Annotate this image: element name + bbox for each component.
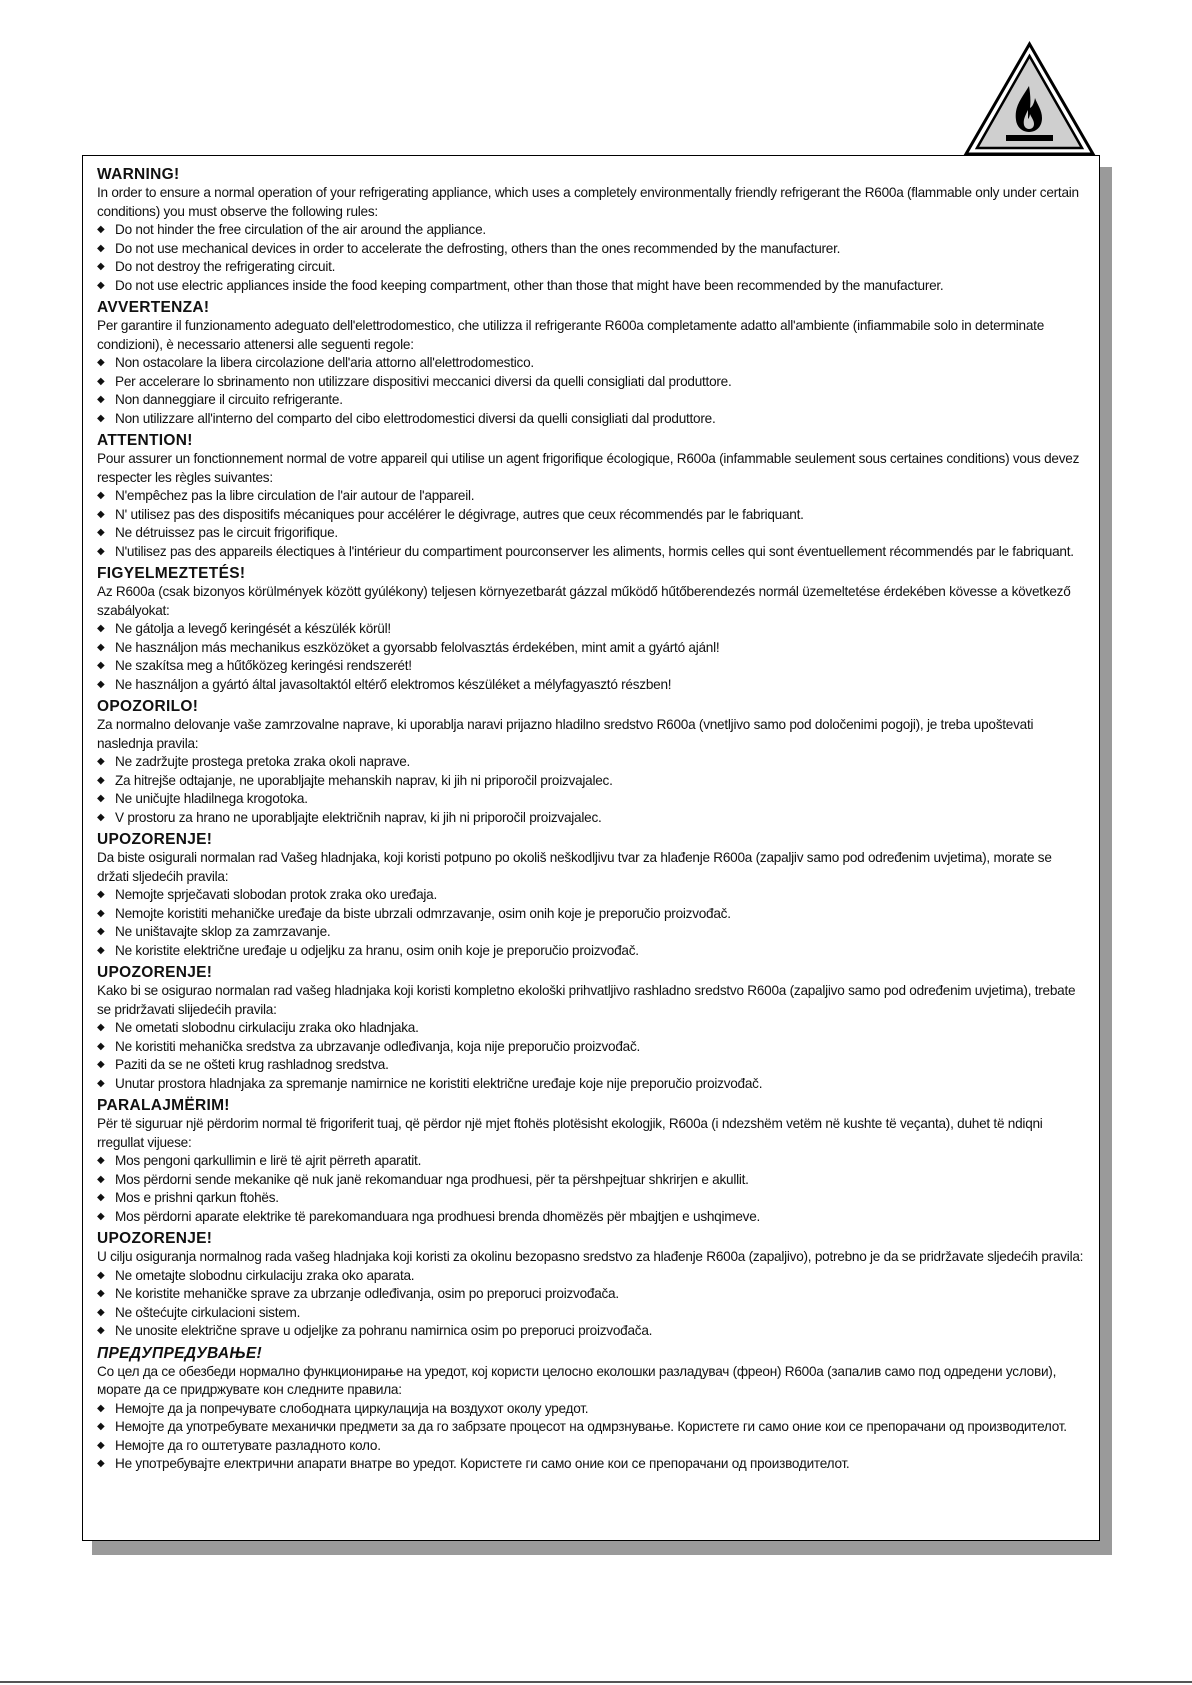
diamond-bullet-icon: ◆	[97, 224, 105, 235]
rule-item	[97, 790, 1085, 809]
diamond-bullet-icon: ◆	[97, 811, 105, 823]
rule-item	[97, 487, 1085, 506]
rule-item	[97, 620, 1085, 639]
section-intro: Za normalno delovanje vaše zamrzovalne naprave, ki uporablja naravi prijazno hladilno sredstvo R600a (vnetljivo samo pod določenimi pogoji), je treba upoštevati naslednja pravila:	[97, 717, 1034, 751]
rule-text: Ne uništavajte sklop za zamrzavanje.	[115, 924, 331, 939]
rule-text: Mos e prishni qarkun ftohës.	[115, 1190, 279, 1205]
section-bosnian	[97, 1229, 1085, 1341]
rule-text: Za hitrejše odtajanje, ne uporabljajte mehanskih naprav, ki jih ni priporočil proizvajalec.	[115, 772, 613, 788]
diamond-bullet-icon: ◆	[97, 242, 105, 254]
diamond-bullet-icon: ◆	[97, 1077, 105, 1089]
rule-text: Ne használjon más mechanikus eszközöket a gyorsabb felolvasztás érdekében, mint amit a gyártó ajánl!	[115, 639, 720, 655]
section-albanian	[97, 1096, 1085, 1226]
rule-text: Ne szakítsa meg a hűtőközeg keringési rendszerét!	[115, 658, 412, 673]
diamond-bullet-icon: ◆	[97, 678, 105, 690]
rules-list	[97, 1019, 1085, 1093]
section-macedonian	[97, 1344, 1085, 1474]
rules-list	[97, 221, 1085, 295]
rule-text: Non danneggiare il circuito refrigerante.	[115, 392, 343, 407]
section-italian	[97, 298, 1085, 428]
section-intro: Az R600a (csak bizonyos körülmények között gyúlékony) teljesen környezetbarát gázzal működő hűtőberendezés normál üzemeltetése érdekében kövesse a következő szabályokat:	[97, 584, 1071, 618]
rule-text: Do not use electric appliances inside the food keeping compartment, other than those that might have been recommended by the manufacturer.	[115, 277, 944, 293]
rule-item	[97, 1038, 1085, 1057]
diamond-bullet-icon: ◆	[97, 1022, 105, 1033]
diamond-bullet-icon: ◆	[97, 412, 105, 424]
diamond-bullet-icon: ◆	[97, 641, 105, 653]
rule-item	[97, 1171, 1085, 1190]
rule-text: Unutar prostora hladnjaka za spremanje namirnice ne koristiti električne uređaje koje nije preporučio proizvođač.	[115, 1075, 763, 1091]
rule-text: Mos përdorni sende mekanike që nuk janë rekomanduar nga prodhuesi, për ta përshpejtuar shkrirjen e akullit.	[115, 1171, 749, 1187]
diamond-bullet-icon: ◆	[97, 261, 105, 272]
diamond-bullet-icon: ◆	[97, 1059, 105, 1070]
diamond-bullet-icon: ◆	[97, 545, 105, 557]
section-slovenian	[97, 697, 1085, 827]
diamond-bullet-icon: ◆	[97, 508, 105, 520]
rule-text: Non utilizzare all'interno del comparto del cibo elettrodomestici diversi da quelli consigliati dal produttore.	[115, 410, 716, 426]
section-heading: UPOZORENJE!	[97, 1230, 213, 1247]
diamond-bullet-icon: ◆	[97, 357, 105, 368]
rule-item	[97, 221, 1085, 240]
rule-text: Ne zadržujte prostega pretoka zraka okoli naprave.	[115, 754, 411, 769]
rule-item	[97, 1152, 1085, 1171]
rule-item	[97, 753, 1085, 772]
section-intro: In order to ensure a normal operation of your refrigerating appliance, which uses a completely environmentally friendly refrigerant the R600a (flammable only under certain conditions) you must observe the following rules:	[97, 185, 1079, 219]
diamond-bullet-icon: ◆	[97, 394, 105, 405]
diamond-bullet-icon: ◆	[97, 279, 105, 291]
rule-item	[97, 942, 1085, 961]
diamond-bullet-icon: ◆	[97, 1173, 105, 1185]
diamond-bullet-icon: ◆	[97, 1288, 105, 1299]
rule-text: Ne unosite električne sprave u odjeljke za pohranu namirnica osim po preporuci proizvođača.	[115, 1323, 653, 1338]
section-serbian-latin	[97, 963, 1085, 1093]
rule-text: Ne gátolja a levegő keringését a készülék körül!	[115, 621, 391, 636]
rules-list	[97, 354, 1085, 428]
rule-text: N'empêchez pas la libre circulation de l'air autour de l'appareil.	[115, 488, 475, 503]
rule-item	[97, 373, 1085, 392]
rule-item	[97, 905, 1085, 924]
rule-text: Ne használjon a gyártó által javasoltaktól eltérő elektromos készüléket a mélyfagyasztó részben!	[115, 676, 672, 692]
rule-item	[97, 240, 1085, 259]
section-heading: FIGYELMEZTETÉS!	[97, 565, 246, 582]
rule-item	[97, 772, 1085, 791]
rule-text: N'utilisez pas des appareils électiques à l'intérieur du compartiment pourconserver les aliments, hormis celles qui sont éventuellement récommendés par le fabriquant.	[115, 543, 1074, 559]
rule-text: Ne koristite električne uređaje u odjeljku za hranu, osim onih koje je preporučio proizvođač.	[115, 942, 639, 958]
rule-item	[97, 923, 1085, 942]
rule-text: Ne oštećujte cirkulacioni sistem.	[115, 1304, 301, 1320]
rule-item	[97, 676, 1085, 695]
diamond-bullet-icon: ◆	[97, 1421, 105, 1432]
rules-list	[97, 1400, 1085, 1474]
rule-item	[97, 277, 1085, 296]
diamond-bullet-icon: ◆	[97, 774, 105, 786]
rule-text: Nemojte koristiti mehaničke uređaje da biste ubrzali odmrzavanje, osim onih koje je preporučio proizvođač.	[115, 905, 731, 921]
rule-text: Ne détruissez pas le circuit frigorifique.	[115, 525, 338, 540]
warning-panel	[82, 155, 1100, 1541]
rule-text: Ne koristiti mehanička sredstva za ubrzavanje odleđivanja, koja nije preporučio proizvođač.	[115, 1038, 641, 1054]
diamond-bullet-icon: ◆	[97, 490, 105, 501]
rule-text: Do not hinder the free circulation of the air around the appliance.	[115, 222, 486, 237]
section-intro: Pour assurer un fonctionnement normal de votre appareil qui utilise un agent frigorifique écologique, R600a (infammable seulement sous certaines conditions) vous devez respecter les règles suivantes:	[97, 451, 1080, 485]
rule-text: Non ostacolare la libera circolazione dell'aria attorno all'elettrodomestico.	[115, 355, 534, 370]
section-heading: ATTENTION!	[97, 432, 193, 449]
rule-text: Do not use mechanical devices in order to accelerate the defrosting, others than the ones recommended by the manufacturer.	[115, 240, 841, 256]
rule-item	[97, 657, 1085, 676]
diamond-bullet-icon: ◆	[97, 1040, 105, 1052]
diamond-bullet-icon: ◆	[97, 1306, 105, 1318]
rule-text: Немојте да го оштетувате разладното коло.	[115, 1437, 381, 1453]
section-french	[97, 431, 1085, 561]
diamond-bullet-icon: ◆	[97, 889, 105, 900]
rule-item	[97, 410, 1085, 429]
rule-item	[97, 1400, 1085, 1419]
diamond-bullet-icon: ◆	[97, 1439, 105, 1451]
rule-text: Nemojte sprječavati slobodan protok zraka oko uređaja.	[115, 887, 437, 902]
section-intro: U cilju osiguranja normalnog rada vašeg hladnjaka koji koristi za okolinu bezopasno sredstvo za hlađenje R600a (zapaljivo), potrebno je da se pridržavate sljedećih pravila:	[97, 1249, 1084, 1264]
rule-item	[97, 809, 1085, 828]
diamond-bullet-icon: ◆	[97, 375, 105, 387]
rules-list	[97, 487, 1085, 561]
rule-text: Немојте да употребувате механички предмети за да го забрзате процесот на одмрзнување. Користете ги само оние кои се препорачани од производителот.	[115, 1419, 1067, 1434]
section-hungarian	[97, 564, 1085, 694]
rule-item	[97, 391, 1085, 410]
rule-item	[97, 1285, 1085, 1304]
section-intro: Kako bi se osigurao normalan rad vašeg hladnjaka koji koristi kompletno ekološki prihvatljivo rashladno sredstvo R600a (zapaljivo samo pod određenim uvjetima), trebate se pridržavati slijedećih pravila:	[97, 983, 1076, 1017]
rule-text: V prostoru za hrano ne uporabljajte električnih naprav, ki jih ni priporočil proizvajalec.	[115, 809, 602, 825]
rule-text: Ne koristite mehaničke sprave za ubrzanje odleđivanja, osim po preporuci proizvođača.	[115, 1286, 619, 1301]
diamond-bullet-icon: ◆	[97, 1155, 105, 1166]
diamond-bullet-icon: ◆	[97, 623, 105, 634]
diamond-bullet-icon: ◆	[97, 1210, 105, 1222]
section-intro: Per garantire il funzionamento adeguato dell'elettrodomestico, che utilizza il refrigerante R600a completamente adatto all'ambiente (infiammabile solo in determinate condizioni), è necessario attenersi alle seguenti regole:	[97, 318, 1045, 352]
section-heading: ПРЕДУПРЕДУВАЊЕ!	[97, 1344, 262, 1362]
diamond-bullet-icon: ◆	[97, 926, 105, 937]
diamond-bullet-icon: ◆	[97, 756, 105, 767]
section-intro: Për të siguruar një përdorim normal të frigoriferit tuaj, që përdor një mjet ftohës plotësisht ekologjik, R600a (i ndezshëm vetëm në kushte të veçanta), duhet të ndiqni rregullat vijuese:	[97, 1116, 1043, 1150]
rule-item	[97, 639, 1085, 658]
rule-text: Per accelerare lo sbrinamento non utilizzare dispositivi meccanici diversi da quelli consigliati dal produttore.	[115, 373, 732, 389]
rule-item	[97, 1267, 1085, 1286]
rule-item	[97, 1322, 1085, 1341]
section-english	[97, 165, 1085, 295]
diamond-bullet-icon: ◆	[97, 944, 105, 956]
rules-list	[97, 753, 1085, 827]
rule-item	[97, 524, 1085, 543]
rules-list	[97, 1267, 1085, 1341]
rule-item	[97, 1075, 1085, 1094]
rule-text: Ne ometajte slobodnu cirkulaciju zraka oko aparata.	[115, 1267, 415, 1283]
rule-item	[97, 1304, 1085, 1323]
rule-item	[97, 1019, 1085, 1038]
section-intro: Da biste osigurali normalan rad Vašeg hladnjaka, koji koristi potpuno po okoliš neškodljivu tvar za hlađenje R600a (zapaljiv samo pod određenim uvjetima), morate se držati sljedećih pravila:	[97, 850, 1052, 884]
section-intro: Со цел да се обезбеди нормално функционирање на уредот, кој користи целосно еколошки разладувач (фреон) R600a (запалив само под одредени услови), морате да се придржувате кон следните правила:	[97, 1363, 1057, 1397]
page-bottom-rule	[0, 1681, 1192, 1683]
rule-text: Paziti da se ne ošteti krug rashladnog sredstva.	[115, 1057, 389, 1072]
rule-item	[97, 1437, 1085, 1456]
rule-item	[97, 506, 1085, 525]
rule-text: Mos pengoni qarkullimin e lirë të ajrit përreth aparatit.	[115, 1153, 422, 1168]
rule-item	[97, 1056, 1085, 1075]
rule-item	[97, 1208, 1085, 1227]
diamond-bullet-icon: ◆	[97, 1458, 105, 1469]
rules-list	[97, 1152, 1085, 1226]
diamond-bullet-icon: ◆	[97, 907, 105, 919]
rules-list	[97, 886, 1085, 960]
rule-item	[97, 354, 1085, 373]
diamond-bullet-icon: ◆	[97, 1192, 105, 1203]
diamond-bullet-icon: ◆	[97, 1402, 105, 1414]
rule-item	[97, 543, 1085, 562]
rule-item	[97, 258, 1085, 277]
diamond-bullet-icon: ◆	[97, 793, 105, 804]
rule-item	[97, 1418, 1085, 1437]
rule-text: Ne uničujte hladilnega krogotoka.	[115, 791, 308, 806]
diamond-bullet-icon: ◆	[97, 1269, 105, 1281]
section-croatian	[97, 830, 1085, 960]
rule-item	[97, 1455, 1085, 1474]
rule-item	[97, 886, 1085, 905]
rule-text: Ne ometati slobodnu cirkulaciju zraka oko hladnjaka.	[115, 1020, 419, 1035]
section-heading: UPOZORENJE!	[97, 964, 213, 981]
diamond-bullet-icon: ◆	[97, 1325, 105, 1336]
rules-list	[97, 620, 1085, 694]
section-heading: UPOZORENJE!	[97, 831, 213, 848]
diamond-bullet-icon: ◆	[97, 527, 105, 538]
rule-text: Mos përdorni aparate elektrike të parekomanduara nga prodhuesi brenda dhomëzës për mbajtjen e ushqimeve.	[115, 1208, 761, 1224]
rule-text: Не употребувајте електрични апарати внатре во уредот. Користете ги само оние кои се препорачани од производителот.	[115, 1456, 850, 1471]
rule-text: Do not destroy the refrigerating circuit.	[115, 259, 336, 274]
section-heading: OPOZORILO!	[97, 698, 199, 715]
flammable-warning-icon	[962, 40, 1097, 158]
section-heading: WARNING!	[97, 166, 180, 183]
rule-item	[97, 1189, 1085, 1208]
rule-text: N' utilisez pas des dispositifs mécaniques pour accélérer le dégivrage, autres que ceux récommendés par le fabriquant.	[115, 506, 804, 522]
rule-text: Немојте да ја попречувате слободната циркулација на воздухот околу уредот.	[115, 1400, 589, 1416]
diamond-bullet-icon: ◆	[97, 660, 105, 671]
section-heading: PARALAJMËRIM!	[97, 1097, 230, 1114]
section-heading: AVVERTENZA!	[97, 299, 210, 316]
